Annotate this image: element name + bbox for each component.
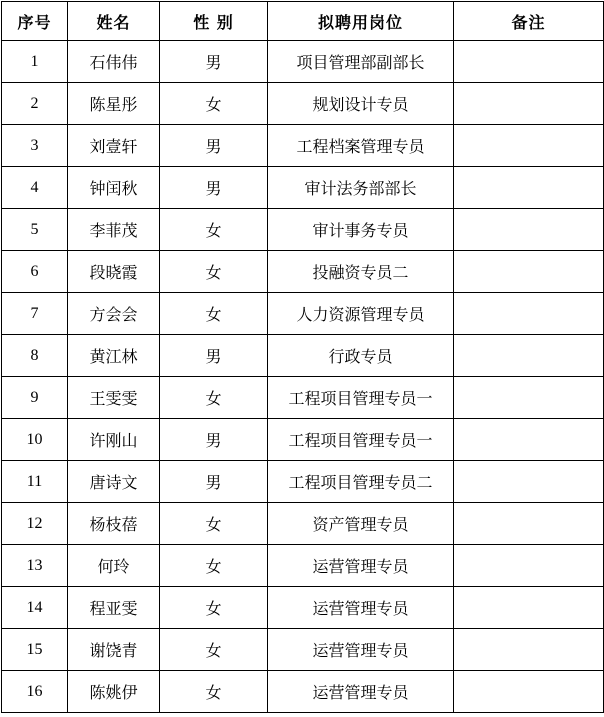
header-gender: 性 别 xyxy=(160,2,268,41)
cell-name: 陈姚伊 xyxy=(68,671,160,713)
cell-serial-number: 9 xyxy=(2,377,68,419)
cell-proposed-position: 审计法务部部长 xyxy=(268,167,454,209)
cell-serial-number: 3 xyxy=(2,125,68,167)
cell-name: 钟闰秋 xyxy=(68,167,160,209)
cell-proposed-position: 运营管理专员 xyxy=(268,629,454,671)
cell-gender: 男 xyxy=(160,125,268,167)
cell-serial-number: 10 xyxy=(2,419,68,461)
cell-name: 刘壹轩 xyxy=(68,125,160,167)
table-row xyxy=(2,503,604,545)
cell-remarks xyxy=(454,251,604,293)
table-row xyxy=(2,335,604,377)
cell-serial-number: 5 xyxy=(2,209,68,251)
header-row xyxy=(2,2,604,41)
cell-remarks xyxy=(454,83,604,125)
cell-proposed-position: 工程项目管理专员一 xyxy=(268,419,454,461)
table-row xyxy=(2,209,604,251)
table-row xyxy=(2,419,604,461)
cell-gender: 男 xyxy=(160,461,268,503)
cell-proposed-position: 资产管理专员 xyxy=(268,503,454,545)
cell-serial-number: 16 xyxy=(2,671,68,713)
cell-name: 李菲茂 xyxy=(68,209,160,251)
cell-gender: 女 xyxy=(160,251,268,293)
cell-remarks xyxy=(454,293,604,335)
cell-proposed-position: 审计事务专员 xyxy=(268,209,454,251)
cell-remarks xyxy=(454,461,604,503)
cell-gender: 女 xyxy=(160,503,268,545)
cell-gender: 女 xyxy=(160,587,268,629)
cell-remarks xyxy=(454,377,604,419)
cell-remarks xyxy=(454,545,604,587)
cell-name: 谢饶青 xyxy=(68,629,160,671)
cell-serial-number: 7 xyxy=(2,293,68,335)
cell-proposed-position: 工程项目管理专员一 xyxy=(268,377,454,419)
hiring-roster-table xyxy=(1,1,604,713)
cell-remarks xyxy=(454,41,604,83)
cell-gender: 女 xyxy=(160,83,268,125)
cell-proposed-position: 工程档案管理专员 xyxy=(268,125,454,167)
cell-remarks xyxy=(454,167,604,209)
cell-proposed-position: 人力资源管理专员 xyxy=(268,293,454,335)
cell-serial-number: 1 xyxy=(2,41,68,83)
cell-proposed-position: 投融资专员二 xyxy=(268,251,454,293)
cell-name: 黄江林 xyxy=(68,335,160,377)
table-row xyxy=(2,41,604,83)
table-header xyxy=(2,2,604,41)
cell-remarks xyxy=(454,671,604,713)
cell-serial-number: 4 xyxy=(2,167,68,209)
cell-gender: 女 xyxy=(160,545,268,587)
cell-name: 陈星彤 xyxy=(68,83,160,125)
cell-gender: 女 xyxy=(160,629,268,671)
cell-gender: 男 xyxy=(160,167,268,209)
table-row xyxy=(2,167,604,209)
cell-name: 唐诗文 xyxy=(68,461,160,503)
cell-name: 何玲 xyxy=(68,545,160,587)
cell-name: 王雯雯 xyxy=(68,377,160,419)
table-row xyxy=(2,251,604,293)
table-row xyxy=(2,461,604,503)
cell-remarks xyxy=(454,503,604,545)
table-row xyxy=(2,587,604,629)
cell-serial-number: 15 xyxy=(2,629,68,671)
header-remarks: 备注 xyxy=(454,2,604,41)
cell-serial-number: 11 xyxy=(2,461,68,503)
cell-name: 石伟伟 xyxy=(68,41,160,83)
cell-name: 程亚雯 xyxy=(68,587,160,629)
cell-name: 段晓霞 xyxy=(68,251,160,293)
header-name: 姓名 xyxy=(68,2,160,41)
table-row xyxy=(2,629,604,671)
cell-remarks xyxy=(454,125,604,167)
table-row xyxy=(2,377,604,419)
table-row xyxy=(2,83,604,125)
cell-proposed-position: 运营管理专员 xyxy=(268,587,454,629)
cell-gender: 女 xyxy=(160,293,268,335)
cell-serial-number: 12 xyxy=(2,503,68,545)
cell-name: 方会会 xyxy=(68,293,160,335)
cell-remarks xyxy=(454,335,604,377)
cell-proposed-position: 运营管理专员 xyxy=(268,671,454,713)
cell-gender: 女 xyxy=(160,671,268,713)
cell-proposed-position: 行政专员 xyxy=(268,335,454,377)
cell-serial-number: 13 xyxy=(2,545,68,587)
cell-remarks xyxy=(454,587,604,629)
cell-name: 杨枝蓓 xyxy=(68,503,160,545)
cell-remarks xyxy=(454,209,604,251)
cell-gender: 男 xyxy=(160,419,268,461)
cell-gender: 女 xyxy=(160,209,268,251)
cell-proposed-position: 规划设计专员 xyxy=(268,83,454,125)
cell-name: 许刚山 xyxy=(68,419,160,461)
cell-serial-number: 6 xyxy=(2,251,68,293)
cell-gender: 男 xyxy=(160,41,268,83)
cell-serial-number: 2 xyxy=(2,83,68,125)
table-body xyxy=(2,41,604,713)
header-serial-number: 序号 xyxy=(2,2,68,41)
cell-remarks xyxy=(454,629,604,671)
table-row xyxy=(2,293,604,335)
cell-serial-number: 8 xyxy=(2,335,68,377)
cell-remarks xyxy=(454,419,604,461)
header-proposed-position: 拟聘用岗位 xyxy=(268,2,454,41)
cell-proposed-position: 项目管理部副部长 xyxy=(268,41,454,83)
cell-gender: 女 xyxy=(160,377,268,419)
table-row xyxy=(2,125,604,167)
table-row xyxy=(2,545,604,587)
cell-serial-number: 14 xyxy=(2,587,68,629)
cell-gender: 男 xyxy=(160,335,268,377)
table-row xyxy=(2,671,604,713)
cell-proposed-position: 运营管理专员 xyxy=(268,545,454,587)
cell-proposed-position: 工程项目管理专员二 xyxy=(268,461,454,503)
